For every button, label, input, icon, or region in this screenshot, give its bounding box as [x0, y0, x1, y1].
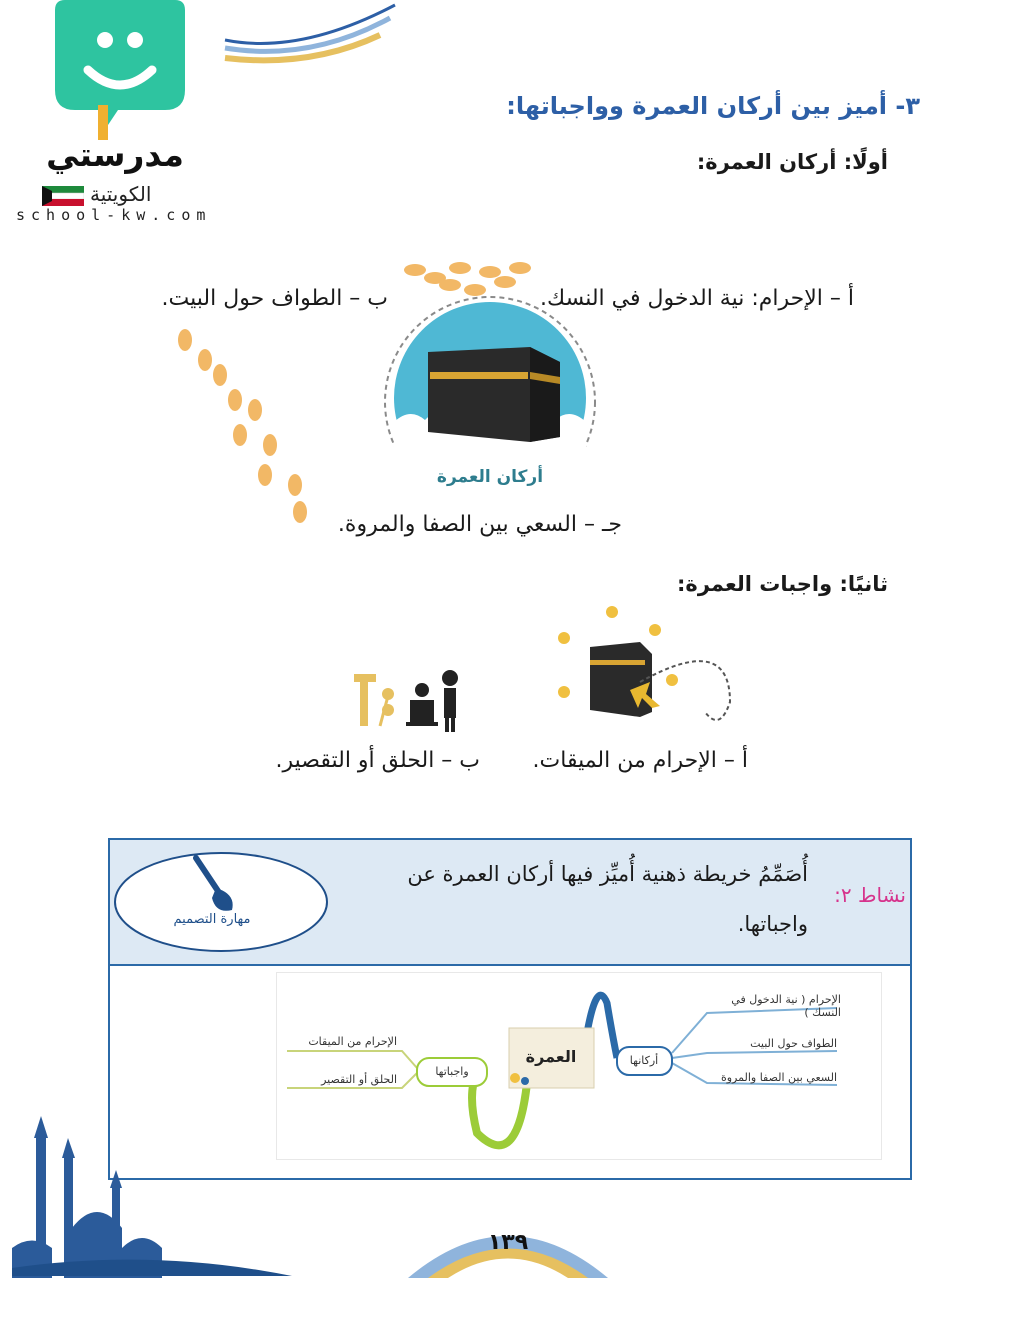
- first-heading: أولًا: أركان العمرة:: [696, 150, 888, 174]
- mind-map: [276, 972, 882, 1160]
- mindmap-right-item-1: الإحرام ( نية الدخول في النسك ): [731, 993, 841, 1019]
- pillar-a: أ – الإحرام: نية الدخول في النسك.: [540, 286, 854, 311]
- header-swoosh: [220, 0, 400, 70]
- page-number: ١٣٩: [487, 1230, 529, 1255]
- mosque-silhouette-icon: [12, 1108, 302, 1278]
- pillar-b: ب – الطواف حول البيت.: [161, 286, 388, 311]
- logo-name: مدرستي: [46, 135, 184, 174]
- mindmap-left-item-1: الإحرام من الميقات: [308, 1035, 397, 1048]
- kuwait-flag-icon: [42, 186, 84, 206]
- second-heading: ثانيًا: واجبات العمرة:: [677, 572, 888, 596]
- activity-line-2: واجباتها.: [737, 912, 808, 936]
- skill-label: مهارة التصميم: [173, 912, 251, 927]
- mindmap-center: العمرة: [525, 1047, 577, 1066]
- kaaba-circle: [380, 292, 600, 512]
- mindmap-right-item-3: السعي بين الصفا والمروة: [720, 1071, 837, 1084]
- circle-label: أركان العمرة: [436, 467, 544, 487]
- skill-badge: [112, 850, 330, 954]
- logo-subtitle: الكويتية: [90, 182, 152, 206]
- section-title: ٣- أميز بين أركان العمرة وواجباتها:: [506, 92, 920, 120]
- mindmap-left-branch: واجباتها: [435, 1065, 469, 1078]
- duty-a: أ – الإحرام من الميقات.: [532, 748, 748, 773]
- mindmap-right-branch: أركانها: [629, 1054, 659, 1067]
- logo-url: school-kw.com: [16, 206, 212, 224]
- barber-icon: [350, 666, 480, 736]
- logo: [10, 0, 225, 225]
- logo-icon: [10, 0, 225, 150]
- kaaba-travel-icon: [550, 602, 750, 722]
- pillar-c: جـ – السعي بين الصفا والمروة.: [337, 512, 622, 537]
- activity-label: نشاط ٢:: [834, 883, 906, 907]
- mindmap-left-item-2: الحلق أو التقصير: [321, 1073, 397, 1086]
- duty-b: ب – الحلق أو التقصير.: [275, 748, 480, 773]
- kaaba-icon: [428, 347, 560, 442]
- mindmap-right-item-2: الطواف حول البيت: [750, 1037, 837, 1050]
- activity-line-1: أُصَمِّمُ خريطة ذهنية أُميِّز فيها أركان العمرة عن: [407, 862, 808, 886]
